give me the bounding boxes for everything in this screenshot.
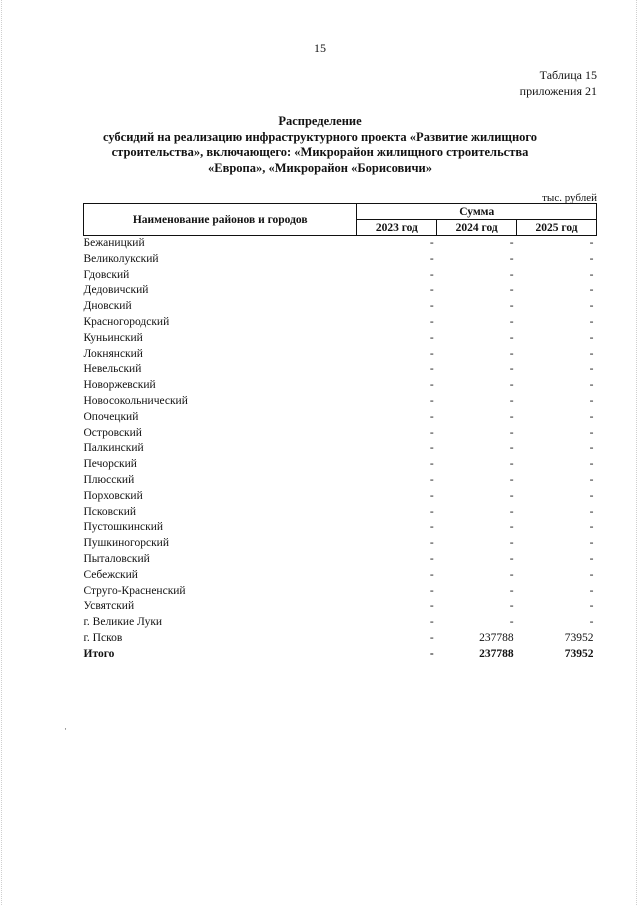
value-2025: - [589, 379, 594, 392]
district-name: Гдовский [83, 268, 130, 281]
total-2024: 237788 [479, 647, 514, 660]
table-row [84, 378, 597, 394]
value-2025: - [589, 410, 594, 423]
value-2024: - [509, 379, 514, 392]
table-row [84, 552, 597, 568]
value-2025: - [589, 600, 594, 613]
value-2024: - [509, 600, 514, 613]
value-2024: - [509, 347, 514, 360]
district-name: Островский [83, 426, 142, 439]
value-2024: - [509, 505, 514, 518]
value-2024: - [509, 394, 514, 407]
value-2025: - [589, 237, 594, 249]
value-2025: - [589, 521, 594, 534]
table-row [84, 315, 597, 331]
table-row [84, 441, 597, 457]
value-2024: - [509, 521, 514, 534]
district-name: Палкинский [83, 442, 144, 455]
value-2024: - [509, 489, 514, 502]
value-2023: - [429, 237, 434, 249]
value-2023: - [429, 426, 434, 439]
value-2024: - [509, 458, 514, 471]
value-2023: - [429, 268, 434, 281]
value-2025: - [589, 505, 594, 518]
district-name: Красногородский [83, 315, 170, 328]
district-name: Локнянский [83, 347, 143, 360]
district-name: Дедовичский [83, 284, 149, 297]
district-name: Печорский [83, 458, 137, 471]
value-2023: - [429, 252, 434, 265]
table-row [84, 362, 597, 378]
value-2024: - [509, 300, 514, 313]
table-row [84, 268, 597, 284]
value-2024: - [509, 537, 514, 550]
title-line-2: субсидий на реализацию инфраструктурного проекта «Развитие жилищного [102, 129, 538, 144]
value-2025: - [589, 284, 594, 297]
value-2024: - [509, 473, 514, 486]
value-2025: - [589, 458, 594, 471]
value-2025: - [589, 537, 594, 550]
value-2025: - [589, 252, 594, 265]
value-2025: - [589, 552, 594, 565]
table-row [84, 584, 597, 600]
value-2023: - [429, 616, 434, 629]
value-2023: - [429, 300, 434, 313]
header-sum: Сумма [357, 204, 597, 220]
unit-label: тыс. рублей [542, 192, 597, 204]
value-2025: - [589, 347, 594, 360]
table-row [84, 252, 597, 268]
value-2023: - [429, 584, 434, 597]
district-name: Куньинский [83, 331, 143, 344]
scan-left-edge [1, 0, 3, 905]
subsidy-table [83, 203, 597, 663]
table-row [84, 331, 597, 347]
value-2023: - [429, 568, 434, 581]
title-line-3: строительства», включающего: «Микрорайон жилищного строительства [111, 145, 529, 159]
header-year-2024: 2024 год [437, 220, 517, 236]
value-2024: - [509, 331, 514, 344]
table-row [84, 568, 597, 584]
table-reference [520, 67, 597, 99]
value-2023: - [429, 489, 434, 502]
table-row [84, 394, 597, 410]
table-row [84, 536, 597, 552]
district-name: Опочецкий [83, 410, 139, 423]
value-2025: - [589, 442, 594, 455]
title-line-4: «Европа», «Микрорайон «Борисовичи» [208, 160, 432, 175]
value-2023: - [429, 331, 434, 344]
district-name: Порховский [83, 489, 143, 502]
table-row [84, 426, 597, 442]
value-2025: - [589, 363, 594, 376]
value-2025: - [589, 268, 594, 281]
table-row [84, 410, 597, 426]
value-2025: - [589, 300, 594, 313]
value-2024: - [509, 363, 514, 376]
table-row [84, 489, 597, 505]
total-label: Итого [83, 647, 115, 660]
value-2024: - [509, 616, 514, 629]
total-row [84, 647, 597, 663]
table-body [84, 236, 597, 663]
value-2024: - [509, 268, 514, 281]
table-row [84, 615, 597, 631]
table-row [84, 473, 597, 489]
header-district-name: Наименование районов и городов [84, 204, 357, 236]
value-2025: - [589, 473, 594, 486]
value-2023: - [429, 505, 434, 518]
total-2025: 73952 [564, 647, 594, 660]
scan-right-edge [636, 0, 638, 905]
value-2025: - [589, 584, 594, 597]
district-name: Пушкиногорский [83, 537, 169, 550]
value-2023: - [429, 363, 434, 376]
value-2024: - [509, 584, 514, 597]
value-2025: - [589, 426, 594, 439]
value-2025: - [589, 568, 594, 581]
value-2025: - [589, 394, 594, 407]
value-2023: - [429, 552, 434, 565]
district-name: Дновский [83, 300, 132, 313]
district-name: Новосокольнический [83, 394, 188, 407]
value-2024: - [509, 237, 514, 249]
value-2024: - [509, 568, 514, 581]
value-2023: - [429, 442, 434, 455]
district-name: Псковский [83, 505, 137, 518]
district-name: Пустошкинский [83, 521, 164, 534]
table-row [84, 283, 597, 299]
table-row [84, 457, 597, 473]
table-reference-line-1: Таблица 15 [539, 68, 597, 82]
district-name: Усвятский [83, 600, 135, 613]
value-2025: 73952 [564, 631, 594, 644]
table-row [84, 505, 597, 521]
district-name: Невельский [83, 363, 142, 376]
district-name: Великолукский [83, 252, 159, 265]
document-title [70, 114, 570, 176]
district-name: Плюсский [83, 473, 135, 486]
value-2023: - [429, 473, 434, 486]
value-2025: - [589, 315, 594, 328]
district-name: г. Псков [83, 631, 123, 644]
district-name: Струго-Красненский [83, 584, 186, 597]
header-year-2025: 2025 год [517, 220, 597, 236]
value-2024: - [509, 442, 514, 455]
district-name: Себежский [83, 568, 138, 581]
value-2023: - [429, 410, 434, 423]
value-2023: - [429, 284, 434, 297]
value-2023: - [429, 394, 434, 407]
value-2024: - [509, 315, 514, 328]
value-2023: - [429, 458, 434, 471]
scan-mark: · [64, 724, 67, 734]
value-2023: - [429, 521, 434, 534]
district-name: Пыталовский [83, 552, 150, 565]
value-2023: - [429, 600, 434, 613]
table-row [84, 236, 597, 252]
value-2025: - [589, 489, 594, 502]
value-2023: - [429, 315, 434, 328]
value-2024: 237788 [479, 631, 514, 644]
district-name: г. Великие Луки [83, 616, 163, 629]
value-2024: - [509, 284, 514, 297]
title-line-1: Распределение [278, 114, 362, 128]
header-year-2023: 2023 год [357, 220, 437, 236]
value-2024: - [509, 552, 514, 565]
table-row [84, 299, 597, 315]
district-name: Новоржевский [83, 379, 156, 392]
table-row [84, 631, 597, 647]
value-2023: - [429, 631, 434, 644]
value-2024: - [509, 410, 514, 423]
table-row [84, 520, 597, 536]
page-number: 15 [314, 41, 326, 55]
value-2024: - [509, 426, 514, 439]
table-row [84, 347, 597, 363]
value-2024: - [509, 252, 514, 265]
value-2023: - [429, 537, 434, 550]
value-2025: - [589, 331, 594, 344]
district-name: Бежаницкий [83, 237, 145, 249]
value-2023: - [429, 347, 434, 360]
table-reference-line-2: приложения 21 [519, 84, 597, 98]
total-2023: - [429, 647, 434, 660]
table-row [84, 599, 597, 615]
value-2025: - [589, 616, 594, 629]
value-2023: - [429, 379, 434, 392]
